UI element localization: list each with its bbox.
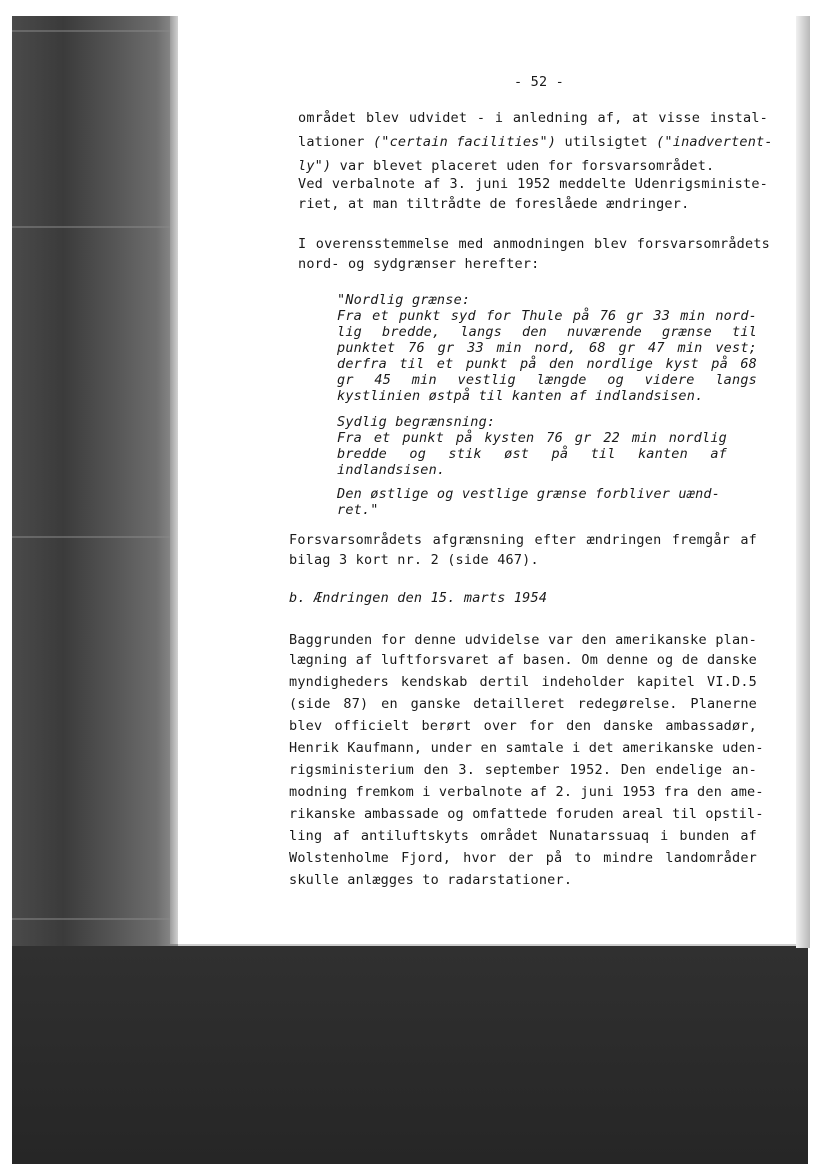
paragraph-1-line: området blev udvidet - i anledning af, at visse instal-: [298, 110, 768, 126]
paragraph-1-line: riet, at man tiltrådte de foreslåede ændringer.: [298, 196, 690, 212]
paragraph-1-line: lationer ("certain facilities") utilsigtet ("inadvertent-: [298, 134, 773, 150]
paragraph-4-line: (side 87) en ganske detailleret redegørelse. Planerne: [289, 696, 757, 712]
paragraph-3-line: Forsvarsområdets afgrænsning efter ændringen fremgår af: [289, 532, 757, 548]
quote-north-line: Fra et punkt syd for Thule på 76 gr 33 min nord-: [337, 308, 757, 324]
quote-north-line: "Nordlig grænse:: [337, 292, 471, 308]
paragraph-4-line: blev officielt berørt over for den danske ambassadør,: [289, 718, 757, 734]
quote-north-line: gr 45 min vestlig længde og videre langs: [337, 372, 757, 388]
paragraph-4-line: skulle anlægges to radarstationer.: [289, 872, 573, 888]
paragraph-1-line: ly") var blevet placeret uden for forsvarsområdet.: [298, 158, 715, 174]
paragraph-4-line: modning fremkom i verbalnote af 2. juni 1953 fra den ame-: [289, 784, 764, 800]
paragraph-3-line: bilag 3 kort nr. 2 (side 467).: [289, 552, 539, 568]
paragraph-4-line: Baggrunden for denne udvidelse var den amerikanske plan-: [289, 632, 757, 648]
quote-south-line: indlandsisen.: [337, 462, 446, 478]
quote-north-line: derfra til et punkt på den nordlige kyst på 68: [337, 356, 757, 372]
scan-background-bottom: [12, 946, 808, 1164]
quote-south-line: Sydlig begrænsning:: [337, 414, 496, 430]
paragraph-4-line: rigsministerium den 3. september 1952. Den endelige an-: [289, 762, 757, 778]
quote-north-line: lig bredde, langs den nuværende grænse til: [337, 324, 757, 340]
quote-north-line: kystlinien østpå til kanten af indlandsisen.: [337, 388, 704, 404]
paragraph-4-line: ling af antiluftskyts området Nunatarssuaq i bunden af: [289, 828, 757, 844]
paragraph-1-line: Ved verbalnote af 3. juni 1952 meddelte Udenrigsministe-: [298, 176, 768, 192]
paragraph-4-line: lægning af luftforsvaret af basen. Om denne og de danske: [289, 652, 757, 668]
paragraph-2-line: nord- og sydgrænser herefter:: [298, 256, 540, 272]
quote-end-line: Den østlige og vestlige grænse forbliver uænd-: [337, 486, 721, 502]
page-right-edge: [796, 16, 810, 948]
paragraph-4-line: myndigheders kendskab dertil indeholder kapitel VI.D.5: [289, 674, 757, 690]
paragraph-4-line: Wolstenholme Fjord, hvor der på to mindre landområder: [289, 850, 757, 866]
quote-end-line: ret.": [337, 502, 379, 518]
quote-south-line: Fra et punkt på kysten 76 gr 22 min nordlig: [337, 430, 727, 446]
paragraph-4-line: Henrik Kaufmann, under en samtale i det amerikanske uden-: [289, 740, 764, 756]
page-number: - 52 -: [514, 74, 564, 90]
paragraph-2-line: I overensstemmelse med anmodningen blev forsvarsområdets: [298, 236, 770, 252]
paragraph-4-line: rikanske ambassade og omfattede foruden areal til opstil-: [289, 806, 764, 822]
quote-north-line: punktet 76 gr 33 min nord, 68 gr 47 min vest;: [337, 340, 757, 356]
quote-south-line: bredde og stik øst på til kanten af: [337, 446, 727, 462]
section-subheading: b. Ændringen den 15. marts 1954: [289, 590, 548, 606]
